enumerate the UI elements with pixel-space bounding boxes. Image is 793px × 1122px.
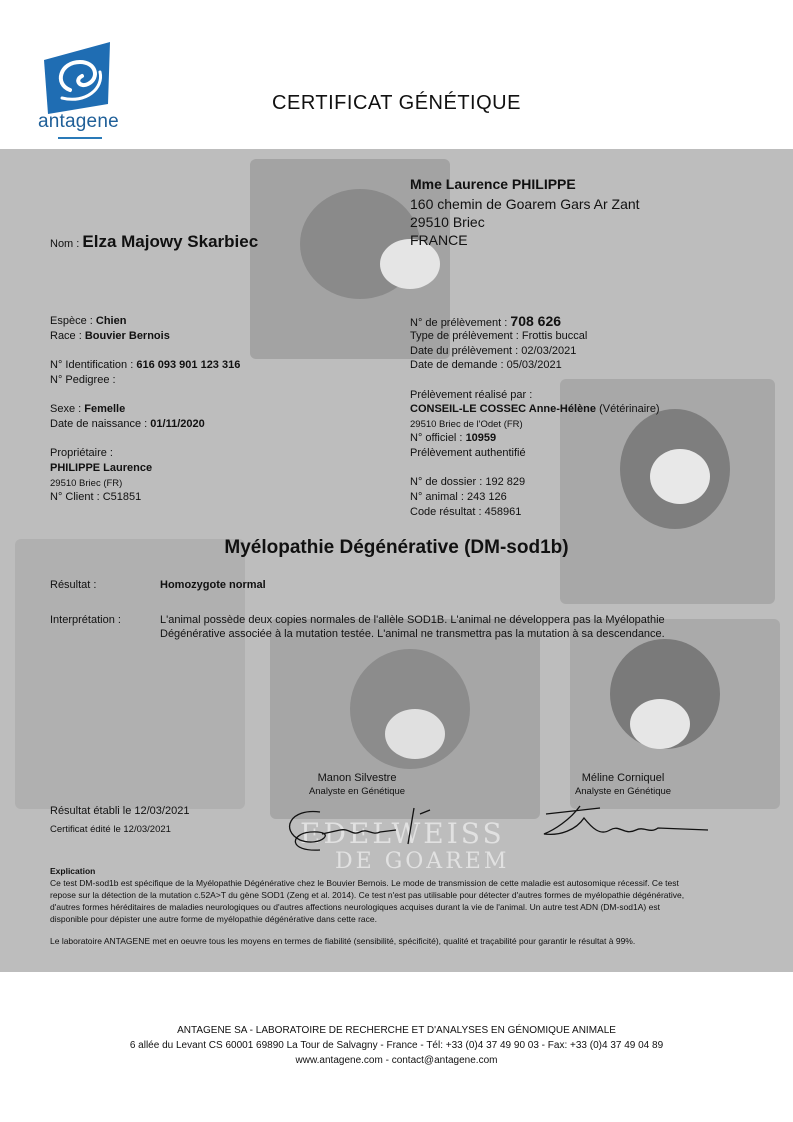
animal-name-row <box>50 232 258 254</box>
sexe-value: Femelle <box>84 403 126 415</box>
recipient-city: 29510 Briec <box>410 214 485 230</box>
espece-row: Espèce : Chien <box>50 315 127 327</box>
vet-city: 29510 Briec de l'Odet (FR) <box>410 419 523 430</box>
proprietaire-name: PHILIPPE Laurence <box>50 462 153 474</box>
interpretation-line-1: L'animal possède deux copies normales de l'allèle SOD1B. L'animal ne développera pas la Myélopathie <box>160 614 665 626</box>
explanation-line-2: repose sur la détection de la mutation c.52A>T du gène SOD1 (Zeng et al. 2014). Ce test n'est pas utilisable pour détecter d'autres formes de myélopathie dégénérative, <box>50 890 685 900</box>
explanation-title: Explication <box>50 866 96 876</box>
dog-muzzle-right <box>650 449 710 504</box>
explanation-line-5: Le laboratoire ANTAGENE met en oeuvre tous les moyens en termes de fiabilité (sensibilité, spécificité), qualité et traçabilité pour garantir le résultat à 99%. <box>50 936 636 946</box>
date-demande-row: Date de demande : 05/03/2021 <box>410 359 562 371</box>
proprietaire-city: 29510 Briec (FR) <box>50 478 123 489</box>
dog-muzzle-center <box>385 709 445 759</box>
identification-row: N° Identification : 616 093 901 123 316 <box>50 359 241 371</box>
naissance-value: 01/11/2020 <box>150 418 205 430</box>
footer-line-2: 6 allée du Levant CS 60001 69890 La Tour de Salvagny - France - Tél: +33 (0)4 37 49 90 03 - Fax: +33 (0)4 37 49 04 89 <box>129 1040 664 1051</box>
analyst2-name: Méline Corniquel <box>581 772 665 784</box>
race-row: Race : Bouvier Bernois <box>50 330 170 342</box>
test-title: Myélopathie Dégénérative (DM-sod1b) <box>224 537 569 558</box>
explanation-line-3: d'autres formes héréditaires de maladies neurologiques ou d'autres affections neurologiques acquises durant la vie de l'animal. Un autre test ADN (DM-sod1A) est <box>50 902 660 912</box>
resultat-etabli-date: Résultat établi le 12/03/2021 <box>50 805 190 817</box>
recipient-name: Mme Laurence PHILIPPE <box>410 176 576 192</box>
type-prelevement-row: Type de prélèvement : Frottis buccal <box>410 330 588 342</box>
client-value: C51851 <box>102 491 142 503</box>
watermark-text-1: EDELWEISS <box>300 817 505 850</box>
analyst1-role: Analyste en Génétique <box>308 786 406 797</box>
signature-silvestre <box>280 800 440 860</box>
footer-line-1: ANTAGENE SA - LABORATOIRE DE RECHERCHE ET D'ANALYSES EN GÉNOMIQUE ANIMALE <box>177 1025 616 1036</box>
dog-muzzle-lower-right <box>630 699 690 749</box>
logo-wordmark: antagene <box>38 111 119 132</box>
dossier-row: N° de dossier : 192 829 <box>410 476 526 488</box>
analyst1-name: Manon Silvestre <box>317 772 397 784</box>
prelevement-row: N° de prélèvement : 708 626 <box>410 313 562 329</box>
vet-role: (Vétérinaire) <box>599 403 660 415</box>
explanation-line-1: Ce test DM-sod1b est spécifique de la Myélopathie Dégénérative chez le Bouvier Bernois. Le mode de transmission de cette maladie est autosomique récessif. Ce test <box>50 878 679 888</box>
interpretation-label: Interprétation : <box>50 614 121 626</box>
sexe-row: Sexe : Femelle <box>50 403 126 415</box>
interpretation-line-2: Dégénérative associée à la mutation testée. L'animal ne transmettra pas la mutation à sa descendance. <box>160 628 665 640</box>
certificat-edite-date: Certificat édité le 12/03/2021 <box>50 824 171 835</box>
animal-name-value: Elza Majowy Skarbiec <box>82 232 259 251</box>
recipient-country: FRANCE <box>410 232 468 248</box>
realise-par-label: Prélèvement réalisé par : <box>410 389 533 401</box>
signature-corniquel <box>540 800 710 860</box>
prelevement-value: 708 626 <box>510 313 562 329</box>
officiel-row: N° officiel : 10959 <box>410 432 497 444</box>
vet-row <box>410 402 660 417</box>
espece-value: Chien <box>95 315 127 327</box>
race-value: Bouvier Bernois <box>84 330 170 342</box>
code-resultat-row: Code résultat : 458961 <box>410 506 522 518</box>
animal-name-label: Nom : <box>50 238 80 250</box>
date-prelevement-row: Date du prélèvement : 02/03/2021 <box>410 345 577 357</box>
animal-number-row: N° animal : 243 126 <box>410 491 507 503</box>
watermark-text-2: DE GOAREM <box>335 849 510 874</box>
resultat-label: Résultat : <box>50 579 97 591</box>
pedigree-row: N° Pedigree : <box>50 374 116 386</box>
explanation-block <box>50 865 750 947</box>
vet-name: CONSEIL-LE COSSEC Anne-Hélène <box>410 403 597 415</box>
identification-value: 616 093 901 123 316 <box>136 359 241 371</box>
proprietaire-label: Propriétaire : <box>50 447 113 459</box>
client-row: N° Client : C51851 <box>50 491 142 503</box>
footer <box>0 1023 793 1068</box>
explanation-line-4: disponible pour dépister une autre forme de myélopathie dégénérative dans cette race. <box>50 914 377 924</box>
resultat-value: Homozygote normal <box>160 579 266 591</box>
analyst2-role: Analyste en Génétique <box>574 786 672 797</box>
logo-underline <box>58 137 102 139</box>
recipient-street: 160 chemin de Goarem Gars Ar Zant <box>410 196 640 212</box>
naissance-row: Date de naissance : 01/11/2020 <box>50 418 205 430</box>
footer-line-3: www.antagene.com - contact@antagene.com <box>295 1055 498 1066</box>
authentifie-text: Prélèvement authentifié <box>410 447 526 459</box>
document-title: CERTIFICAT GÉNÉTIQUE <box>272 92 521 114</box>
